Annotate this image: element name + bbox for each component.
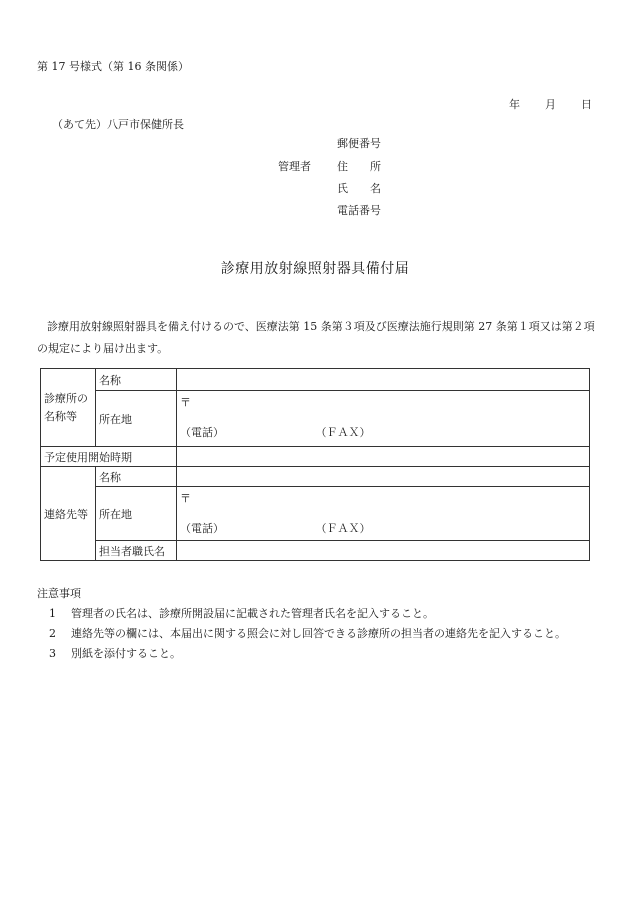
address-label: 住 所 <box>337 160 381 173</box>
contact-person-label: 担当者職氏名 <box>96 541 177 561</box>
date-year: 年 <box>509 98 520 111</box>
note-item <box>49 625 566 641</box>
phone-label: （電話） <box>180 522 224 535</box>
clinic-name-label: 名称 <box>96 369 177 391</box>
start-date-label: 予定使用開始時期 <box>41 447 177 467</box>
document-title: 診療用放射線照射器具備付届 <box>220 261 410 277</box>
contact-address-field[interactable] <box>177 487 590 541</box>
fax-label: （ＦＡＸ） <box>315 426 371 439</box>
postal-mark: 〒 <box>180 492 191 505</box>
contact-address-label: 所在地 <box>96 487 177 541</box>
note-item <box>49 645 181 661</box>
postal-code-label: 郵便番号 <box>337 137 381 150</box>
note-number: 3 <box>49 647 56 660</box>
date-line <box>509 96 592 112</box>
fax-label: （ＦＡＸ） <box>315 522 371 535</box>
note-text: 管理者の氏名は、診療所開設届に記載された管理者氏名を記入すること。 <box>71 607 434 620</box>
phone-label: （電話） <box>180 426 224 439</box>
phone-number-label: 電話番号 <box>337 204 381 217</box>
date-month: 月 <box>545 98 556 111</box>
notification-table <box>40 368 590 561</box>
clinic-address-label: 所在地 <box>96 391 177 447</box>
contact-group-label: 連絡先等 <box>41 467 96 561</box>
applicant-role-label: 管理者 <box>278 160 311 173</box>
clinic-name-field[interactable] <box>177 369 590 391</box>
note-number: 2 <box>49 627 56 640</box>
clinic-group-label: 診療所の名称等 <box>41 369 96 447</box>
body-text: 診療用放射線照射器具を備え付けるので、医療法第 15 条第３項及び医療法施行規則第 27 条第１項又は第２項の規定により届け出ます。 <box>37 320 595 355</box>
contact-name-label: 名称 <box>96 467 177 487</box>
clinic-phone-fax-line <box>180 424 586 440</box>
contact-phone-fax-line <box>180 520 586 536</box>
postal-mark: 〒 <box>180 396 191 409</box>
note-item <box>49 605 434 621</box>
note-text: 連絡先等の欄には、本届出に関する照会に対し回答できる診療所の担当者の連絡先を記入すること。 <box>71 627 566 640</box>
contact-person-field[interactable] <box>177 541 590 561</box>
note-number: 1 <box>49 607 56 620</box>
note-text: 別紙を添付すること。 <box>71 647 181 660</box>
date-day: 日 <box>581 98 592 111</box>
contact-name-field[interactable] <box>177 467 590 487</box>
notes-title: 注意事項 <box>37 587 81 600</box>
start-date-field[interactable] <box>177 447 590 467</box>
clinic-address-field[interactable] <box>177 391 590 447</box>
form-number: 第 17 号様式（第 16 条関係） <box>37 60 189 73</box>
addressee: （あて先）八戸市保健所長 <box>52 118 184 131</box>
name-label: 氏 名 <box>337 182 381 195</box>
